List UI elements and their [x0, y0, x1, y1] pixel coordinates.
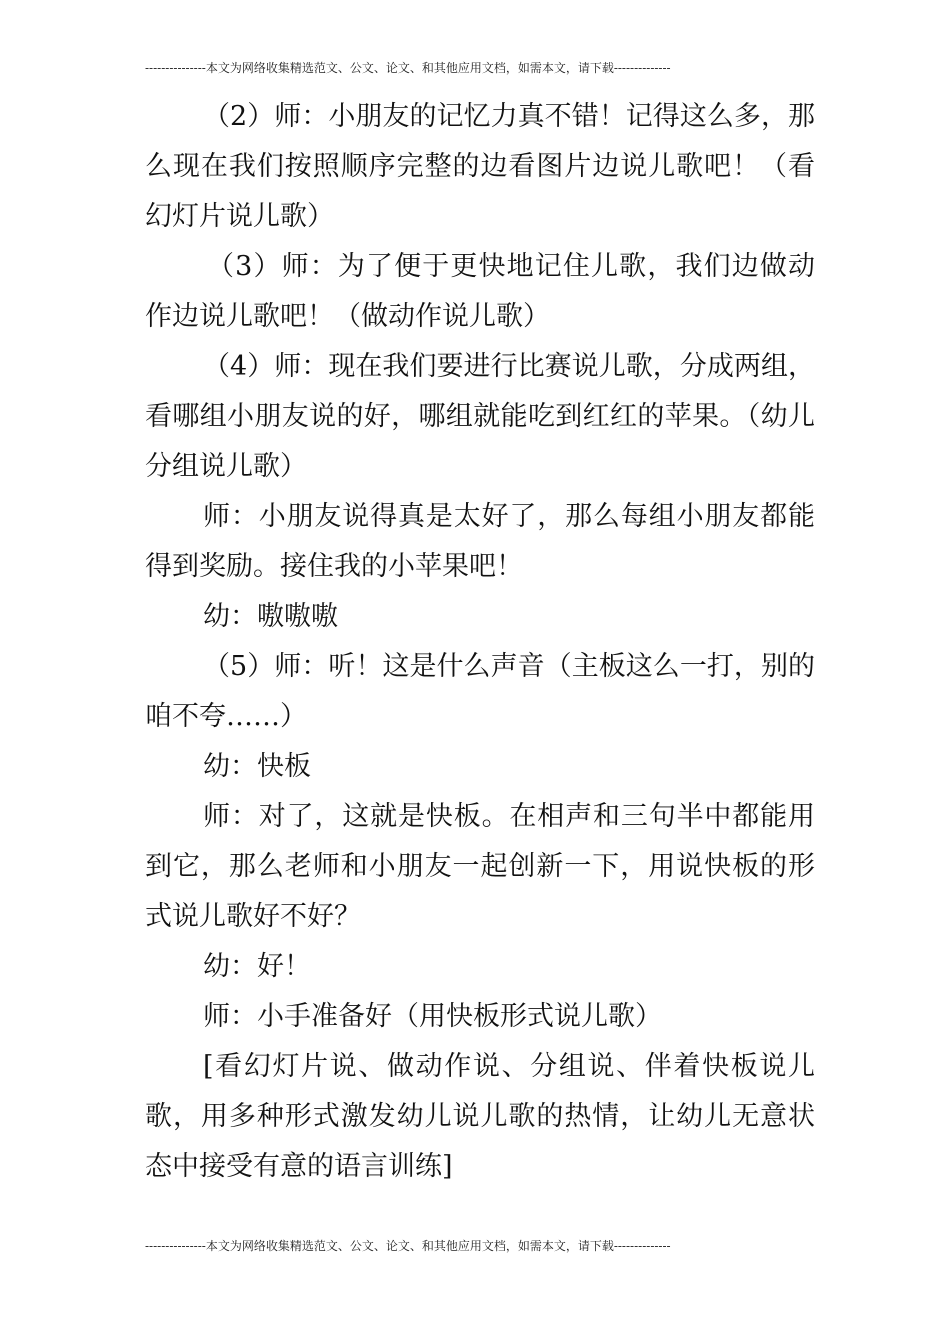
paragraph-design-note: [看幻灯片说、做动作说、分组说、伴着快板说儿歌，用多种形式激发幼儿说儿歌的热情，让幼儿无意状态中接受有意的语言训练]: [145, 1051, 815, 1182]
page-header: ---------------本文为网络收集精选范文、公文、论文、和其他应用文档，如需本文，请下载--------------: [145, 61, 671, 75]
document-body: [145, 92, 815, 1192]
paragraph-step-5: （5）师：听！这是什么声音（主板这么一打，别的咱不夸……）: [145, 651, 815, 732]
paragraph-teacher-praise: 师：小朋友说得真是太好了，那么每组小朋友都能得到奖励。接住我的小苹果吧！: [145, 501, 815, 582]
paragraph-step-2: （2）师：小朋友的记忆力真不错！记得这么多，那么现在我们按照顺序完整的边看图片边说儿歌吧！（看幻灯片说儿歌）: [145, 101, 815, 232]
paragraph-child-response-kuaiban: 幼：快板: [203, 751, 311, 782]
paragraph-step-3: （3）师：为了便于更快地记住儿歌，我们边做动作边说儿歌吧！（做动作说儿歌）: [145, 251, 815, 332]
page-footer: ---------------本文为网络收集精选范文、公文、论文、和其他应用文档，如需本文，请下载--------------: [145, 1239, 671, 1253]
paragraph-teacher-kuaiban: 师：对了，这就是快板。在相声和三句半中都能用到它，那么老师和小朋友一起创新一下，用说快板的形式说儿歌好不好？: [145, 801, 815, 932]
paragraph-child-response-ok: 幼：好！: [203, 951, 311, 982]
paragraph-teacher-ready: 师：小手准备好（用快板形式说儿歌）: [203, 1001, 662, 1032]
paragraph-step-4: （4）师：现在我们要进行比赛说儿歌，分成两组，看哪组小朋友说的好，哪组就能吃到红红的苹果。（幼儿分组说儿歌）: [145, 351, 815, 482]
paragraph-child-response-cheer: 幼：嗷嗷嗷: [203, 601, 338, 632]
